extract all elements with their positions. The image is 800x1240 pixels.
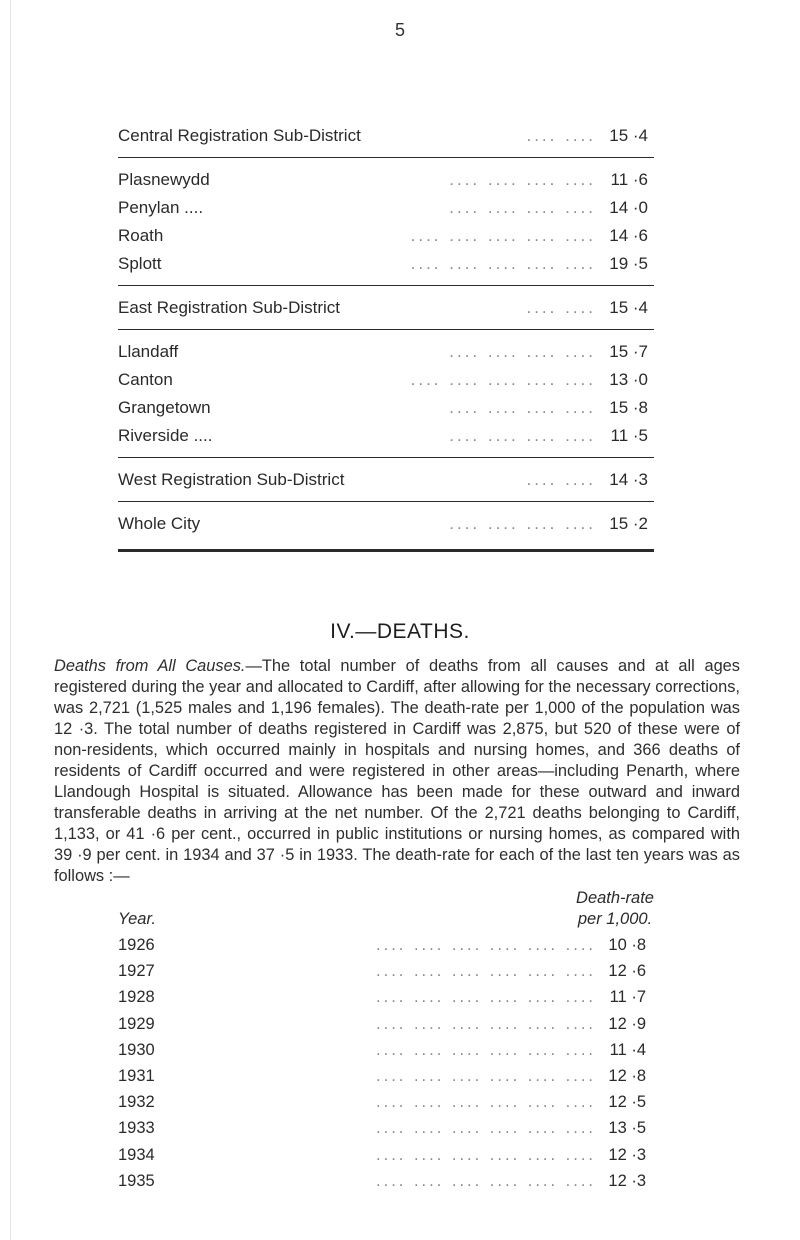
row-value: 11 ·6 [610, 170, 648, 189]
row-value: 15 ·2 [609, 514, 648, 533]
table-row [118, 250, 654, 278]
table-row [118, 338, 654, 366]
table-rule [118, 157, 654, 158]
row-name: Canton [118, 366, 179, 394]
leader-dots: .... .... .... .... .... .... [376, 988, 596, 1007]
rate-cell: 13 ·5 [608, 1119, 646, 1138]
year-table-header [118, 888, 654, 932]
rate-header-line-2: per 1,000. [577, 910, 653, 928]
row-value: 14 ·0 [609, 198, 648, 217]
whole-city-row [118, 510, 654, 538]
table-rule [118, 285, 654, 286]
leader-dots: .... .... .... .... .... .... [376, 1014, 596, 1033]
deaths-paragraph [54, 656, 740, 887]
leader-dots: .... .... .... .... .... [410, 254, 596, 273]
year-row [118, 1011, 654, 1037]
year-cell: 1927 [118, 958, 161, 984]
leader-dots: .... .... .... .... [449, 426, 596, 445]
year-row [118, 1037, 654, 1063]
table-rule [118, 329, 654, 330]
rate-cell: 12 ·9 [608, 1014, 646, 1033]
row-value: 15 ·4 [609, 126, 648, 145]
year-cell: 1931 [118, 1063, 161, 1089]
year-cell: 1934 [118, 1142, 161, 1168]
table-row [118, 422, 654, 450]
leader-dots: .... .... [526, 298, 596, 317]
leader-dots: .... .... [526, 470, 596, 489]
year-cell: 1928 [118, 984, 161, 1010]
page-number: 5 [394, 20, 405, 40]
rate-column-header [576, 888, 654, 930]
year-column-header: Year. [118, 910, 156, 928]
row-value: 19 ·5 [609, 254, 648, 273]
year-cell: 1933 [118, 1115, 161, 1141]
leader-dots: .... .... .... .... .... .... [376, 1145, 596, 1164]
leader-dots: .... .... .... .... .... .... [376, 962, 596, 981]
row-value: 14 ·6 [609, 226, 648, 245]
year-row [118, 1089, 654, 1115]
rate-cell: 12 ·3 [608, 1145, 646, 1164]
year-cell: 1932 [118, 1089, 161, 1115]
year-cell: 1930 [118, 1037, 161, 1063]
sub-district-death-rate-table [118, 122, 654, 560]
rate-cell: 12 ·5 [608, 1093, 646, 1112]
rate-cell: 10 ·8 [608, 936, 646, 954]
leader-dots: .... .... .... .... .... [410, 226, 596, 245]
row-name: Riverside .... [118, 422, 218, 450]
row-name: Roath [118, 222, 169, 250]
west-total-row [118, 466, 654, 494]
rate-cell: 12 ·8 [608, 1066, 646, 1085]
row-value: 11 ·5 [610, 426, 648, 445]
table-row [118, 222, 654, 250]
row-name: Penylan .... [118, 194, 209, 222]
row-value: 15 ·4 [609, 298, 648, 317]
year-row [118, 984, 654, 1010]
year-row [118, 1168, 654, 1194]
row-name: Splott [118, 250, 167, 278]
table-rule [118, 501, 654, 502]
leader-dots: .... .... .... .... .... [410, 370, 596, 389]
rate-cell: 12 ·6 [608, 962, 646, 981]
paragraph-text: —The total number of deaths from all causes and at all ages registered during the year and allocated to Cardiff, after allowing for the necessary corrections, was 2,721 (1,525 males and 1,196 females). The death-rate per 1,000 of the population was 12 ·3. The total number of deaths registered in Cardiff was 2,875, but 520 of these were of non-residents, which occurred mainly in hospitals and nursing homes, and 366 deaths of residents of Cardiff occurred and were registered in other areas—including Penarth, where Llandough Hospital is situated. Allowance has been made for these outward and inward transferable deaths in arriving at the net number. Of the 2,721 deaths belonging to Cardiff, 1,133, or 41 ·6 per cent., occurred in public institutions or nursing homes, as compared with 39 ·9 per cent. in 1934 and 37 ·5 in 1933. The death-rate for each of the last ten years was as follows :— [54, 657, 740, 885]
table-row [118, 194, 654, 222]
row-value: 14 ·3 [609, 470, 648, 489]
rate-cell: 12 ·3 [608, 1171, 646, 1190]
year-cell: 1929 [118, 1011, 161, 1037]
leader-dots: .... .... .... .... .... .... [376, 1093, 596, 1112]
leader-dots: .... .... [526, 126, 596, 145]
year-row [118, 1063, 654, 1089]
table-row [118, 166, 654, 194]
leader-dots: .... .... .... .... [449, 398, 596, 417]
rate-cell: 11 ·7 [609, 988, 646, 1007]
year-cell: 1935 [118, 1168, 161, 1194]
table-end-rule [118, 549, 654, 552]
row-name: West Registration Sub-District [118, 466, 350, 494]
year-cell: 1926 [118, 932, 161, 958]
row-value: 13 ·0 [609, 370, 648, 389]
year-rows [118, 932, 654, 1194]
row-name: East Registration Sub-District [118, 294, 346, 322]
leader-dots: .... .... .... .... [449, 198, 596, 217]
year-row [118, 958, 654, 984]
year-row [118, 932, 654, 958]
section-heading: IV.—DEATHS. [330, 620, 470, 643]
leader-dots: .... .... .... .... [449, 342, 596, 361]
east-total-row [118, 294, 654, 322]
rate-header-line-1: Death-rate [576, 889, 654, 907]
row-name: Grangetown [118, 394, 217, 422]
table-row [118, 366, 654, 394]
leader-dots: .... .... .... .... .... .... [376, 1040, 596, 1059]
row-name: Central Registration Sub-District [118, 122, 367, 150]
paragraph-lead: Deaths from All Causes. [54, 657, 246, 675]
row-name: Llandaff [118, 338, 184, 366]
central-total-row [118, 122, 654, 150]
annual-death-rate-table [118, 888, 654, 1194]
year-row [118, 1142, 654, 1168]
rate-cell: 11 ·4 [609, 1040, 646, 1059]
row-value: 15 ·8 [609, 398, 648, 417]
table-row [118, 394, 654, 422]
leader-dots: .... .... .... .... .... .... [376, 1119, 596, 1138]
leader-dots: .... .... .... .... .... .... [376, 1066, 596, 1085]
table-rule [118, 457, 654, 458]
leader-dots: .... .... .... .... [449, 514, 596, 533]
row-name: Whole City [118, 510, 206, 538]
row-value: 15 ·7 [609, 342, 648, 361]
leader-dots: .... .... .... .... .... .... [376, 1171, 596, 1190]
leader-dots: .... .... .... .... [449, 170, 596, 189]
year-row [118, 1115, 654, 1141]
row-name: Plasnewydd [118, 166, 216, 194]
leader-dots: .... .... .... .... .... .... [376, 936, 596, 954]
